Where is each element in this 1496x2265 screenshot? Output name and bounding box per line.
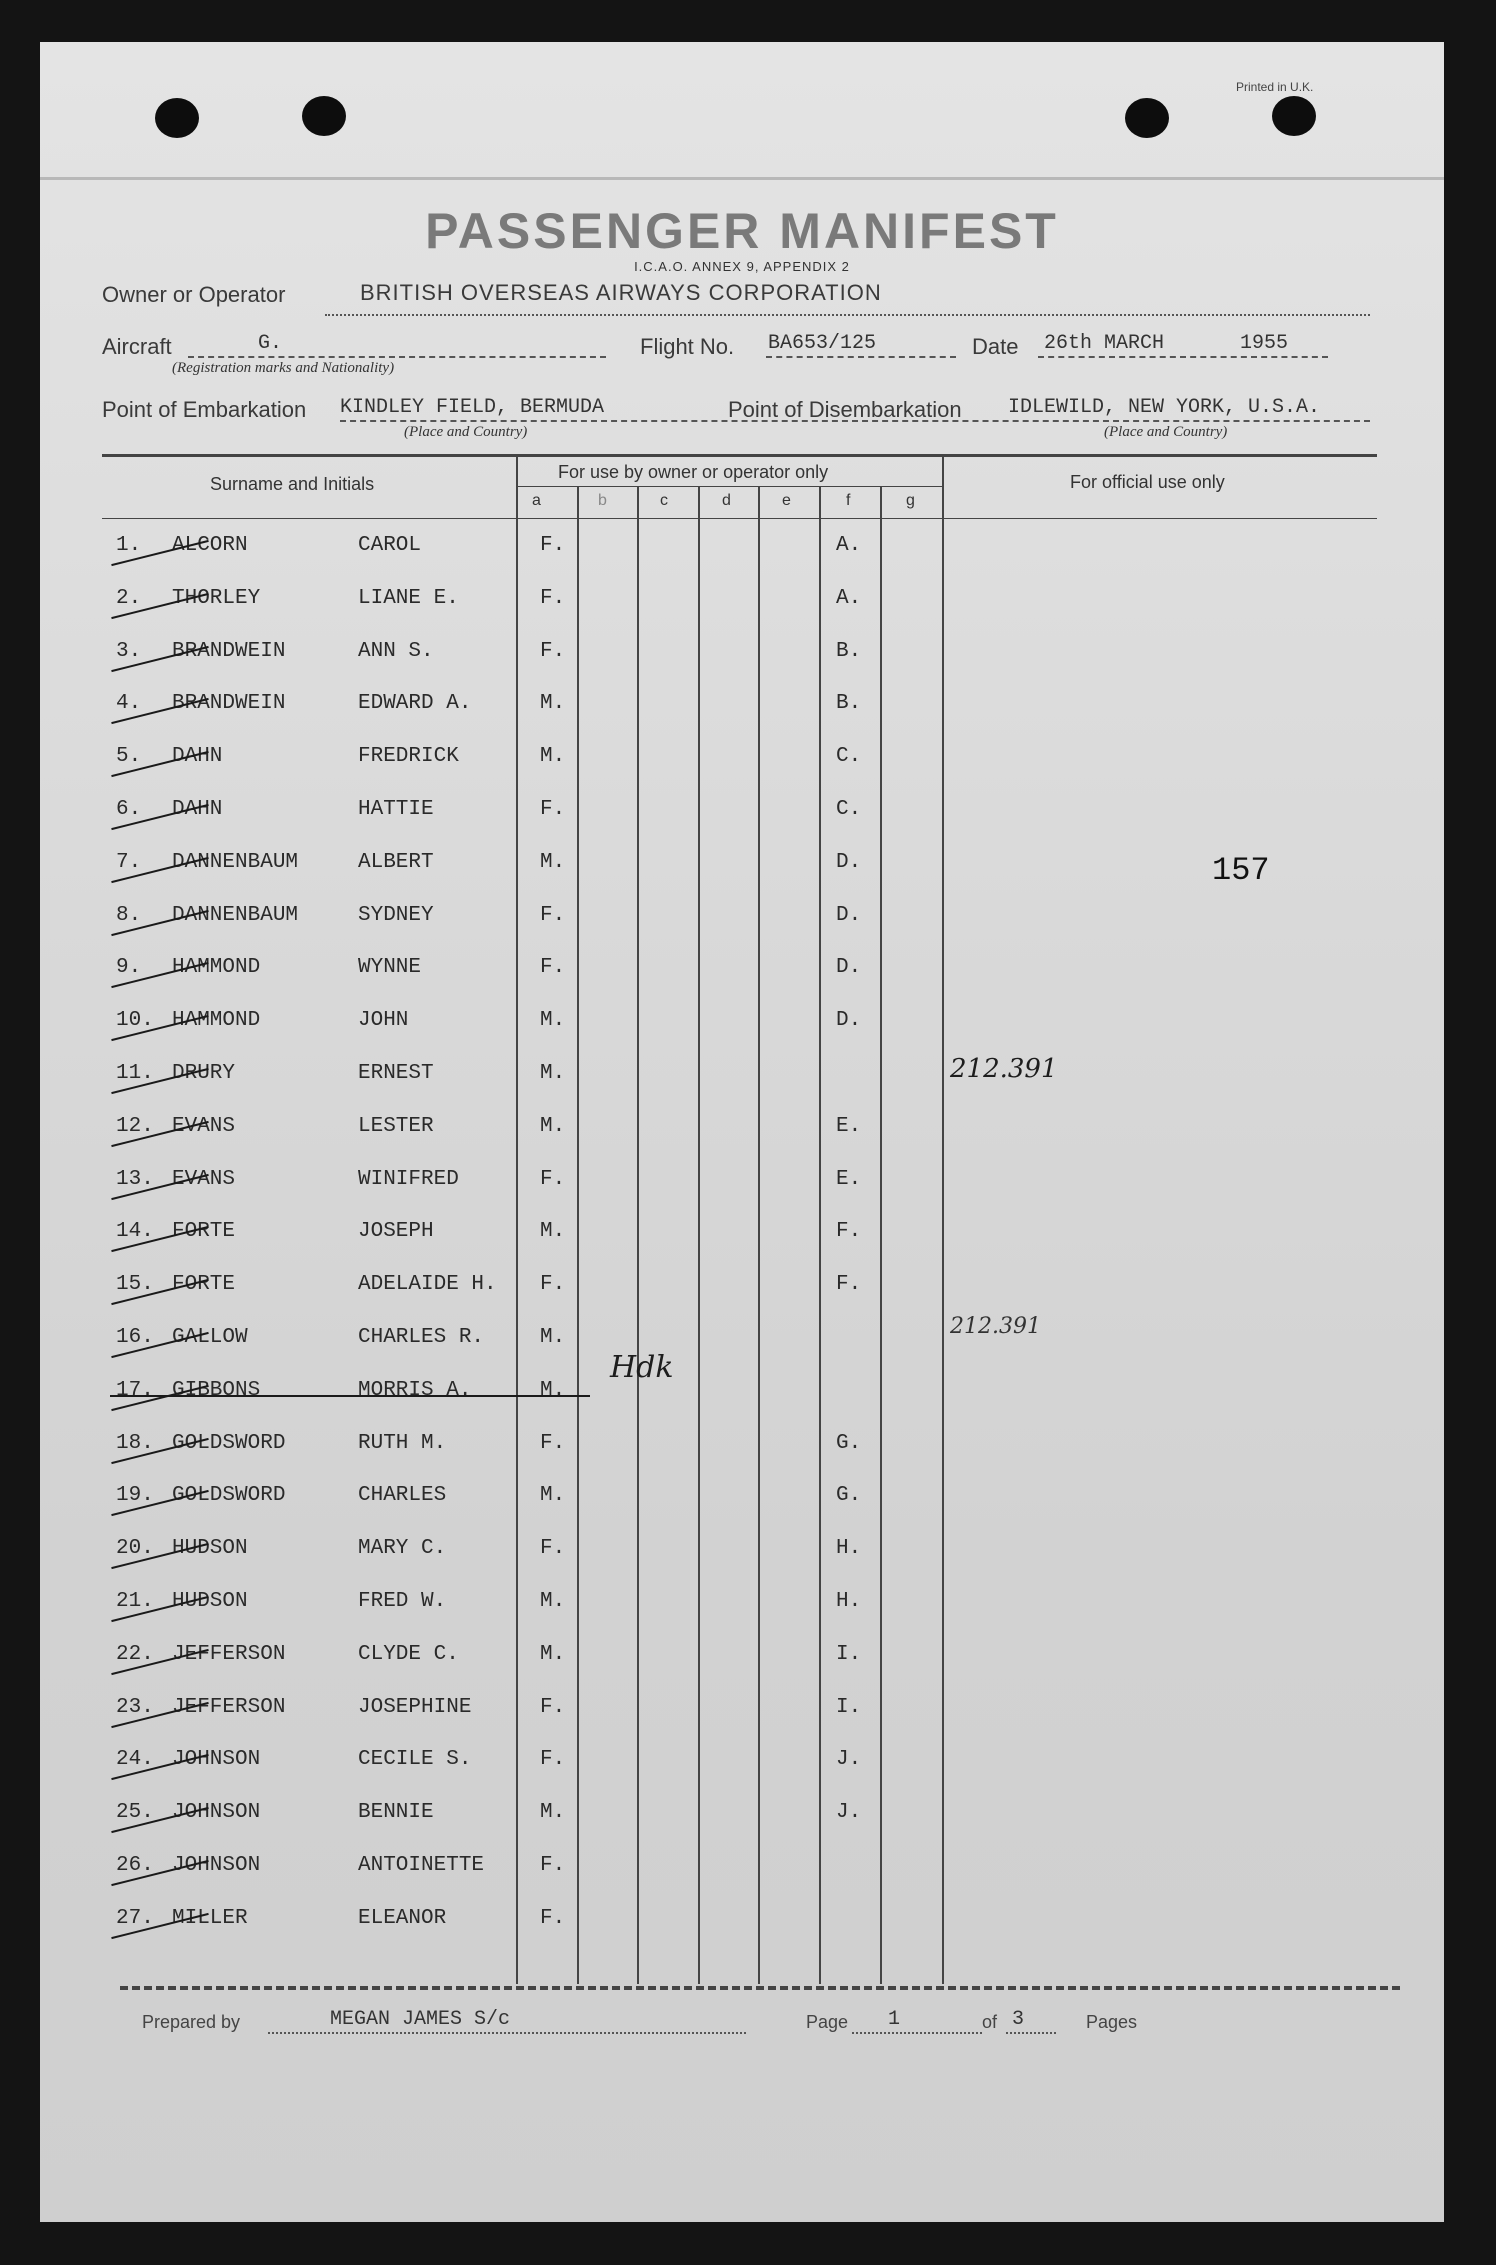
row-col-f: F. bbox=[836, 1273, 862, 1296]
owner-use-header: For use by owner or operator only bbox=[558, 462, 829, 482]
row-number: 27. bbox=[116, 1907, 154, 1930]
row-surname: DRURY bbox=[172, 1062, 236, 1085]
table-row bbox=[40, 1273, 1440, 1309]
pages-label: Pages bbox=[1086, 2012, 1138, 2032]
subheader-c: c bbox=[660, 492, 668, 509]
row-number: 18. bbox=[116, 1432, 154, 1455]
row-col-a: F. bbox=[540, 640, 566, 663]
row-col-a: M. bbox=[540, 1484, 566, 1507]
handwritten-note-row16: 212.391 bbox=[950, 1314, 1041, 1339]
table-row bbox=[40, 1590, 1440, 1626]
embark-line bbox=[340, 420, 1370, 422]
row-given-name: ALBERT bbox=[358, 851, 434, 874]
table-row bbox=[40, 1643, 1440, 1679]
row-surname: BRANDWEIN bbox=[172, 640, 286, 663]
stamp-number: 157 bbox=[1212, 852, 1270, 889]
table-row bbox=[40, 745, 1440, 781]
table-row bbox=[40, 1220, 1440, 1256]
row-col-f: H. bbox=[836, 1590, 862, 1613]
punch-hole bbox=[155, 98, 199, 138]
row-strikethrough bbox=[110, 1395, 590, 1397]
row-surname: EVANS bbox=[172, 1115, 236, 1138]
row-number: 1. bbox=[116, 534, 142, 557]
date-label: Date bbox=[972, 334, 1019, 359]
row-col-a: M. bbox=[540, 1801, 566, 1824]
flight-label: Flight No. bbox=[640, 334, 735, 359]
row-surname: GOLDSWORD bbox=[172, 1484, 286, 1507]
punch-hole bbox=[1125, 98, 1169, 138]
row-col-a: F. bbox=[540, 1696, 566, 1719]
row-number: 8. bbox=[116, 904, 142, 927]
row-number: 14. bbox=[116, 1220, 154, 1243]
table-row bbox=[40, 1009, 1440, 1045]
row-col-f: A. bbox=[836, 534, 862, 557]
row-number: 22. bbox=[116, 1643, 154, 1666]
row-given-name: LESTER bbox=[358, 1115, 434, 1138]
flight-line bbox=[766, 356, 956, 358]
row-surname: GALLOW bbox=[172, 1326, 248, 1349]
row-surname: DAHN bbox=[172, 798, 223, 821]
table-row bbox=[40, 1432, 1440, 1468]
embark-value: KINDLEY FIELD, BERMUDA bbox=[340, 396, 605, 419]
row-given-name: ERNEST bbox=[358, 1062, 434, 1085]
row-number: 20. bbox=[116, 1537, 154, 1560]
subheader-f: f bbox=[846, 492, 851, 509]
date-line bbox=[1038, 356, 1328, 358]
row-col-a: F. bbox=[540, 1748, 566, 1771]
punch-hole bbox=[302, 96, 346, 136]
row-col-f: E. bbox=[836, 1168, 862, 1191]
row-given-name: WYNNE bbox=[358, 956, 422, 979]
row-number: 12. bbox=[116, 1115, 154, 1138]
row-col-a: M. bbox=[540, 1115, 566, 1138]
of-line bbox=[1006, 2032, 1056, 2034]
row-surname: GOLDSWORD bbox=[172, 1432, 286, 1455]
row-col-a: M. bbox=[540, 692, 566, 715]
row-given-name: EDWARD A. bbox=[358, 692, 472, 715]
disembark-label: Point of Disembarkation bbox=[728, 397, 962, 422]
row-given-name: CLYDE C. bbox=[358, 1643, 459, 1666]
corner-print-text: Printed in U.K. bbox=[1236, 80, 1314, 94]
page-label: Page bbox=[806, 2012, 849, 2032]
row-col-a: F. bbox=[540, 1537, 566, 1560]
row-col-f: A. bbox=[836, 587, 862, 610]
row-col-f: C. bbox=[836, 745, 862, 768]
table-row bbox=[40, 904, 1440, 940]
row-number: 11. bbox=[116, 1062, 154, 1085]
table-row bbox=[40, 1748, 1440, 1784]
row-given-name: ANTOINETTE bbox=[358, 1854, 485, 1877]
subheader-a: a bbox=[532, 492, 541, 509]
table-bottom-rule bbox=[120, 1986, 1400, 1990]
row-given-name: ANN S. bbox=[358, 640, 434, 663]
of-label: of bbox=[982, 2012, 998, 2032]
aircraft-label: Aircraft bbox=[102, 334, 172, 359]
disembark-value: IDLEWILD, NEW YORK, U.S.A. bbox=[1008, 396, 1321, 419]
row-surname: JOHNSON bbox=[172, 1854, 261, 1877]
table-row bbox=[40, 1537, 1440, 1573]
row-given-name: CECILE S. bbox=[358, 1748, 472, 1771]
row-col-a: M. bbox=[540, 1643, 566, 1666]
row-col-a: F. bbox=[540, 798, 566, 821]
row-col-f: D. bbox=[836, 851, 862, 874]
table-row bbox=[40, 640, 1440, 676]
row-given-name: RUTH M. bbox=[358, 1432, 447, 1455]
row-number: 6. bbox=[116, 798, 142, 821]
row-given-name: JOHN bbox=[358, 1009, 409, 1032]
row-surname: BRANDWEIN bbox=[172, 692, 286, 715]
handwritten-note-row11: 212.391 bbox=[950, 1054, 1058, 1084]
row-col-f: H. bbox=[836, 1537, 862, 1560]
table-row bbox=[40, 956, 1440, 992]
row-given-name: JOSEPH bbox=[358, 1220, 434, 1243]
row-col-f: B. bbox=[836, 692, 862, 715]
row-number: 21. bbox=[116, 1590, 154, 1613]
subheader-rule bbox=[516, 486, 942, 487]
row-number: 3. bbox=[116, 640, 142, 663]
row-col-f: G. bbox=[836, 1432, 862, 1455]
page-line bbox=[852, 2032, 982, 2034]
table-row bbox=[40, 1062, 1440, 1098]
row-given-name: FREDRICK bbox=[358, 745, 459, 768]
row-col-f: F. bbox=[836, 1220, 862, 1243]
place-note-right: (Place and Country) bbox=[1104, 424, 1228, 440]
prepared-value: MEGAN JAMES S/c bbox=[330, 2008, 511, 2031]
table-row bbox=[40, 1379, 1440, 1415]
row-col-a: F. bbox=[540, 534, 566, 557]
row-number: 16. bbox=[116, 1326, 154, 1349]
year-value: 1955 bbox=[1240, 332, 1289, 355]
row-number: 25. bbox=[116, 1801, 154, 1824]
owner-line bbox=[325, 314, 1370, 316]
subheader-b: b bbox=[598, 492, 607, 509]
row-number: 26. bbox=[116, 1854, 154, 1877]
row-given-name: WINIFRED bbox=[358, 1168, 459, 1191]
row-number: 17. bbox=[116, 1379, 154, 1402]
manifest-sheet bbox=[40, 42, 1444, 2222]
row-surname: GIBBONS bbox=[172, 1379, 261, 1402]
row-number: 7. bbox=[116, 851, 142, 874]
row-surname: JOHNSON bbox=[172, 1748, 261, 1771]
row-col-f: C. bbox=[836, 798, 862, 821]
official-use-header: For official use only bbox=[1070, 472, 1225, 492]
table-row bbox=[40, 1801, 1440, 1837]
row-surname: JEFFERSON bbox=[172, 1696, 286, 1719]
handwritten-note-row17: Hdk bbox=[610, 1350, 674, 1385]
row-col-a: M. bbox=[540, 745, 566, 768]
embark-label: Point of Embarkation bbox=[102, 397, 307, 422]
table-row bbox=[40, 1854, 1440, 1890]
row-surname: THORLEY bbox=[172, 587, 261, 610]
table-top-rule bbox=[102, 454, 1377, 457]
row-number: 4. bbox=[116, 692, 142, 715]
row-number: 23. bbox=[116, 1696, 154, 1719]
row-col-a: M. bbox=[540, 1062, 566, 1085]
row-surname: HUDSON bbox=[172, 1537, 248, 1560]
table-row bbox=[40, 692, 1440, 728]
row-given-name: ADELAIDE H. bbox=[358, 1273, 497, 1296]
flight-value: BA653/125 bbox=[768, 332, 877, 355]
row-number: 10. bbox=[116, 1009, 154, 1032]
subheader-e: e bbox=[782, 492, 791, 509]
row-surname: EVANS bbox=[172, 1168, 236, 1191]
row-surname: HUDSON bbox=[172, 1590, 248, 1613]
row-given-name: CHARLES R. bbox=[358, 1326, 485, 1349]
row-col-a: F. bbox=[540, 1168, 566, 1191]
table-row bbox=[40, 1168, 1440, 1204]
row-col-a: M. bbox=[540, 851, 566, 874]
owner-label: Owner or Operator bbox=[102, 282, 286, 307]
row-number: 9. bbox=[116, 956, 142, 979]
table-row bbox=[40, 534, 1440, 570]
row-col-f: E. bbox=[836, 1115, 862, 1138]
row-given-name: LIANE E. bbox=[358, 587, 459, 610]
row-col-f: I. bbox=[836, 1643, 862, 1666]
top-rule bbox=[40, 177, 1444, 180]
row-number: 19. bbox=[116, 1484, 154, 1507]
row-surname: FORTE bbox=[172, 1273, 236, 1296]
row-col-a: M. bbox=[540, 1009, 566, 1032]
row-col-f: B. bbox=[836, 640, 862, 663]
page-value: 1 bbox=[888, 2008, 901, 2031]
col-name-header: Surname and Initials bbox=[210, 474, 375, 494]
row-col-a: F. bbox=[540, 1854, 566, 1877]
row-col-f: G. bbox=[836, 1484, 862, 1507]
row-col-f: D. bbox=[836, 956, 862, 979]
row-surname: MILLER bbox=[172, 1907, 248, 1930]
row-surname: JOHNSON bbox=[172, 1801, 261, 1824]
of-value: 3 bbox=[1012, 2008, 1025, 2031]
page-title: PASSENGER MANIFEST bbox=[425, 203, 1059, 259]
row-given-name: BENNIE bbox=[358, 1801, 434, 1824]
row-col-f: D. bbox=[836, 904, 862, 927]
row-given-name: JOSEPHINE bbox=[358, 1696, 472, 1719]
row-number: 13. bbox=[116, 1168, 154, 1191]
row-col-a: F. bbox=[540, 587, 566, 610]
row-col-a: F. bbox=[540, 904, 566, 927]
row-surname: ALCORN bbox=[172, 534, 248, 557]
row-col-a: F. bbox=[540, 1907, 566, 1930]
row-surname: HAMMOND bbox=[172, 1009, 261, 1032]
row-given-name: SYDNEY bbox=[358, 904, 434, 927]
row-number: 2. bbox=[116, 587, 142, 610]
prepared-line bbox=[268, 2032, 746, 2034]
page-subtitle: I.C.A.O. ANNEX 9, APPENDIX 2 bbox=[634, 259, 850, 274]
row-given-name: MORRIS A. bbox=[358, 1379, 472, 1402]
subheader-g: g bbox=[906, 492, 915, 509]
row-number: 15. bbox=[116, 1273, 154, 1296]
aircraft-note: (Registration marks and Nationality) bbox=[172, 360, 395, 376]
row-col-a: M. bbox=[540, 1220, 566, 1243]
table-row bbox=[40, 1326, 1440, 1362]
row-col-f: I. bbox=[836, 1696, 862, 1719]
table-row bbox=[40, 1696, 1440, 1732]
row-number: 5. bbox=[116, 745, 142, 768]
row-col-a: M. bbox=[540, 1590, 566, 1613]
row-given-name: CAROL bbox=[358, 534, 422, 557]
row-col-a: M. bbox=[540, 1379, 566, 1402]
prepared-label: Prepared by bbox=[142, 2012, 241, 2032]
row-given-name: ELEANOR bbox=[358, 1907, 447, 1930]
place-note-left: (Place and Country) bbox=[404, 424, 528, 440]
row-col-f: D. bbox=[836, 1009, 862, 1032]
table-row bbox=[40, 587, 1440, 623]
row-col-a: F. bbox=[540, 1432, 566, 1455]
header-bottom-rule bbox=[102, 518, 1377, 519]
row-given-name: FRED W. bbox=[358, 1590, 447, 1613]
owner-value: BRITISH OVERSEAS AIRWAYS CORPORATION bbox=[360, 280, 882, 305]
punch-hole bbox=[1272, 96, 1316, 136]
table-row bbox=[40, 798, 1440, 834]
aircraft-value: G. bbox=[258, 332, 283, 355]
row-col-a: M. bbox=[540, 1326, 566, 1349]
row-surname: JEFFERSON bbox=[172, 1643, 286, 1666]
row-given-name: MARY C. bbox=[358, 1537, 447, 1560]
date-value: 26th MARCH bbox=[1044, 332, 1165, 355]
row-given-name: CHARLES bbox=[358, 1484, 447, 1507]
row-surname: DANNENBAUM bbox=[172, 904, 299, 927]
table-row bbox=[40, 1484, 1440, 1520]
row-col-a: F. bbox=[540, 956, 566, 979]
row-number: 24. bbox=[116, 1748, 154, 1771]
row-surname: DANNENBAUM bbox=[172, 851, 299, 874]
row-surname: FORTE bbox=[172, 1220, 236, 1243]
aircraft-line bbox=[188, 356, 606, 358]
row-surname: DAHN bbox=[172, 745, 223, 768]
row-col-f: J. bbox=[836, 1748, 862, 1771]
table-row bbox=[40, 1115, 1440, 1151]
row-surname: HAMMOND bbox=[172, 956, 261, 979]
table-row bbox=[40, 1907, 1440, 1943]
row-col-a: F. bbox=[540, 1273, 566, 1296]
subheader-d: d bbox=[722, 492, 731, 509]
row-given-name: HATTIE bbox=[358, 798, 434, 821]
row-col-f: J. bbox=[836, 1801, 862, 1824]
